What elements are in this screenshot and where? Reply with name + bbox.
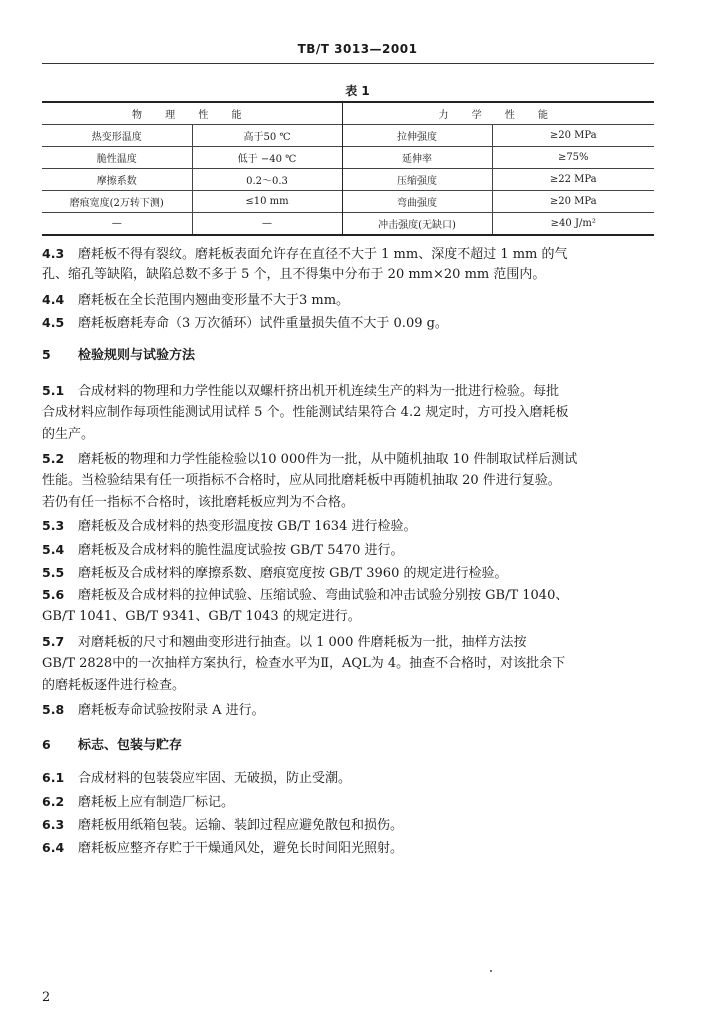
clause-5-8: 5.8 磨耗板寿命试验按附录 A 进行。: [42, 702, 265, 718]
table-cell: 摩擦系数: [42, 169, 192, 191]
table-cell: —: [192, 213, 342, 236]
table-cell: ≤10 mm: [192, 191, 342, 213]
section-5-heading: 5 检验规则与试验方法: [42, 347, 196, 363]
header-rule: [42, 63, 654, 64]
clause-5-2-line-2: 性能。当检验结果有任一项指标不合格时，应从同批磨耗板中再随机抽取 20 件进行复验。: [42, 473, 561, 488]
table-cell: 冲击强度(无缺口): [342, 213, 492, 236]
table-cell: 磨痕宽度(2万转下测): [42, 191, 192, 213]
table-row: [42, 191, 654, 213]
clause-number: 6.4: [42, 840, 65, 855]
clause-number: 6.2: [42, 794, 65, 809]
clause-5-5: 5.5 磨耗板及合成材料的摩擦系数、磨痕宽度按 GB/T 3960 的规定进行检验。: [42, 565, 508, 581]
clause-number: 6.1: [42, 770, 65, 785]
section-number: 5: [42, 347, 51, 362]
clause-number: 4.3: [42, 246, 65, 261]
table-cell: 脆性温度: [42, 147, 192, 169]
clause-number: 5.1: [42, 383, 65, 398]
clause-5-2-line-3: 若仍有任一指标不合格时，该批磨耗板应判为不合格。: [42, 495, 355, 510]
table-title: 表 1: [345, 84, 370, 98]
clause-5-7-line-3: 的磨耗板逐件进行检查。: [42, 678, 186, 693]
clause-4-3-line-2: 孔、缩孔等缺陷，缺陷总数不多于 5 个，且不得集中分布于 20 mm×20 mm 范围内。: [42, 267, 546, 282]
table-row: [42, 125, 654, 147]
clause-number: 5.2: [42, 451, 65, 466]
clause-number: 5.7: [42, 634, 65, 649]
table-cell: ≥22 MPa: [492, 169, 654, 191]
clause-6-3: 6.3 磨耗板用纸箱包装。运输、装卸过程应避免散包和损伤。: [42, 817, 404, 833]
clause-5-1-line-2: 合成材料应制作每项性能测试用试样 5 个。性能测试结果符合 4.2 规定时，方可投入磨耗板: [42, 405, 569, 420]
section-6-heading: 6 标志、包装与贮存: [42, 737, 183, 753]
clause-number: 5.8: [42, 702, 65, 717]
clause-number: 5.6: [42, 587, 65, 602]
clause-6-2: 6.2 磨耗板上应有制造厂标记。: [42, 794, 235, 810]
clause-number: 5.3: [42, 518, 65, 533]
scan-speck: [490, 970, 492, 972]
table-cell: ≥20 MPa: [492, 191, 654, 213]
clause-number: 4.4: [42, 292, 65, 307]
table-row: [42, 147, 654, 169]
clause-4-4: 4.4 磨耗板在全长范围内翘曲变形量不大于3 mm。: [42, 292, 350, 308]
clause-4-5: 4.5 磨耗板磨耗寿命（3 万次循环）试件重量损失值不大于 0.09 g。: [42, 315, 448, 331]
clause-4-3-line-1: 4.3 磨耗板不得有裂纹。磨耗板表面允许存在直径不大于 1 mm、深度不超过 1 mm 的气: [42, 246, 568, 262]
clause-5-7-line-2: GB/T 2828中的一次抽样方案执行，检查水平为Ⅱ，AQL为 4。抽查不合格时，对该批余下: [42, 656, 566, 671]
clause-5-7-line-1: 5.7 对磨耗板的尺寸和翘曲变形进行抽查。以 1 000 件磨耗板为一批，抽样方法按: [42, 634, 527, 650]
table-cell: ≥75%: [492, 147, 654, 169]
clause-5-4: 5.4 磨耗板及合成材料的脆性温度试验按 GB/T 5470 进行。: [42, 542, 404, 558]
table-cell: ≥40 J/m²: [492, 213, 654, 236]
clause-number: 6.3: [42, 817, 65, 832]
clause-6-4: 6.4 磨耗板应整齐存贮于干燥通风处，避免长时间阳光照射。: [42, 840, 404, 856]
table-cell: —: [42, 213, 192, 236]
properties-table: [42, 101, 654, 236]
clause-5-6-line-2: GB/T 1041、GB/T 9341、GB/T 1043 的规定进行。: [42, 609, 361, 624]
table-cell: 拉伸强度: [342, 125, 492, 147]
clause-5-6-line-1: 5.6 磨耗板及合成材料的拉伸试验、压缩试验、弯曲试验和冲击试验分别按 GB/T 1040、: [42, 587, 569, 603]
clause-number: 5.4: [42, 542, 65, 557]
standard-header: TB/T 3013—2001: [297, 42, 418, 56]
clause-5-1-line-1: 5.1 合成材料的物理和力学性能以双螺杆挤出机开机连续生产的料为一批进行检验。每批: [42, 383, 560, 399]
clause-6-1: 6.1 合成材料的包装袋应牢固、无破损，防止受潮。: [42, 770, 352, 786]
table-cell: 热变形温度: [42, 125, 192, 147]
table-cell: 低于 −40 ℃: [192, 147, 342, 169]
table-cell: ≥20 MPa: [492, 125, 654, 147]
table-cell: 高于50 ℃: [192, 125, 342, 147]
table-cell: 延伸率: [342, 147, 492, 169]
clause-5-2-line-1: 5.2 磨耗板的物理和力学性能检验以10 000件为一批，从中随机抽取 10 件制取试样后测试: [42, 451, 578, 467]
clause-5-1-line-3: 的生产。: [42, 427, 95, 442]
table-row: [42, 213, 654, 236]
section-number: 6: [42, 737, 51, 752]
table-cell: 0.2～0.3: [192, 169, 342, 191]
clause-number: 5.5: [42, 565, 65, 580]
table-cell: 弯曲强度: [342, 191, 492, 213]
clause-5-3: 5.3 磨耗板及合成材料的热变形温度按 GB/T 1634 进行检验。: [42, 518, 417, 534]
mechanical-properties-header: 力 学 性 能: [342, 102, 654, 125]
clause-number: 4.5: [42, 315, 65, 330]
table-group-header-row: [42, 102, 654, 125]
table-row: [42, 169, 654, 191]
table-cell: 压缩强度: [342, 169, 492, 191]
physical-properties-header: 物 理 性 能: [131, 110, 252, 121]
page-number: 2: [42, 990, 51, 1005]
